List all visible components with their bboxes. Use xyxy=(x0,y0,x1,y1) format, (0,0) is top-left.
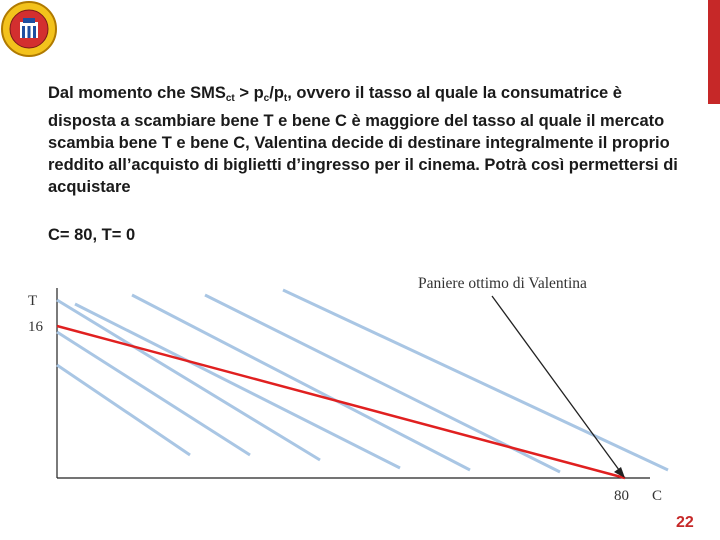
indifference-curve xyxy=(283,290,668,470)
page-number: 22 xyxy=(676,514,694,531)
slide-paragraph: Dal momento che $SMS_{ct} > p_c/p_t$, ovvero il tasso al quale la consumatrice è disposta a scambiare bene T e bene C è maggiore del tasso al quale il mercato scambia bene T e bene C, Valentina decide di destinare integralmente il proprio reddito all’acquisto di biglietti d’ingresso per il cinema. Potrà così permettersi di acquistare xyxy=(48,84,678,196)
y-tick-label: 16 xyxy=(28,319,43,335)
y-axis-label: T xyxy=(28,293,38,309)
indifference-curve xyxy=(57,365,190,455)
optimum-annotation: Paniere ottimo di Valentina xyxy=(418,275,587,292)
indifference-curves xyxy=(57,290,668,472)
x-axis-label: C xyxy=(652,488,663,504)
indifference-curve xyxy=(75,304,400,468)
budget-line xyxy=(57,326,625,478)
indifference-curve xyxy=(57,332,250,455)
x-tick-label: 80 xyxy=(614,488,629,504)
result-text: C= 80, T= 0 xyxy=(48,226,136,244)
indifference-curve xyxy=(132,295,470,470)
